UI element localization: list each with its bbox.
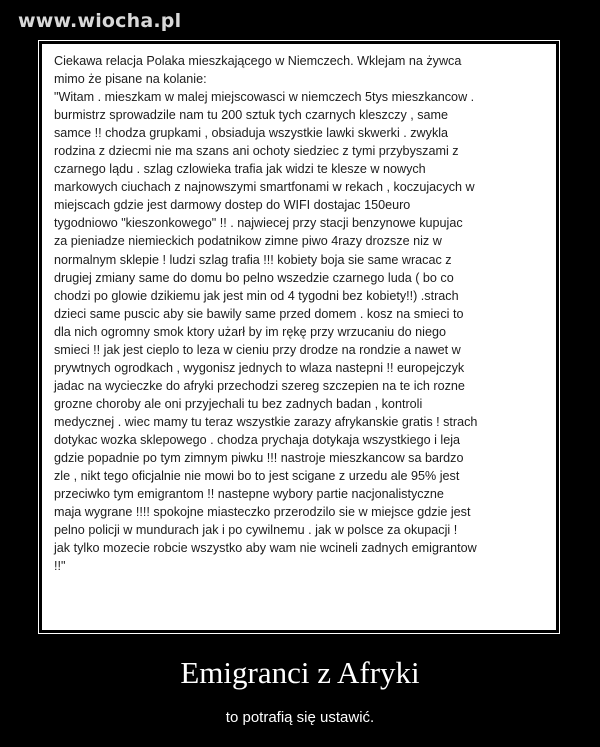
post-text: Ciekawa relacja Polaka mieszkającego w Niemczech. Wklejam na żywca mimo że pisane na kolanie: "Witam . mieszkam w malej miejscowasci w niemczech 5tys mieszkancow . burmistrz sprowadzile nam tu 200 sztuk tych czarnych kleszczy , same samce !! chodza grupkami , obsiaduja wszystkie lawki skwerki . zwykla rodzina z dziecmi nie ma szans ani ochoty siedziec z tymi przybyszami z czarnego lądu . szlag czlowieka trafia jak widzi te klesze w nowych markowych ciuchach z najnowszymi smartfonami w rekach , koczujacych w miejscach gdzie jest darmowy dostep do WIFI dostajac 150euro tygodniowo "kieszonkowego" !! . najwiecej przy stacji benzynowe kupujac za pieniadze niemieckich podatnikow zimne piwo 4razy drozsze niz w normalnym sklepie ! ludzi szlag trafia !!! kobiety boja sie same wracac z drugiej zmiany same do domu bo pelno wszedzie czarnego luda ( bo co chodzi po glowie dzikiemu jak jest min od 4 tygodni bez kobiety!!) .strach dzieci same puscic aby sie bawily same przed domem . kosz na smieci to dla nich ogromny smok ktory użarł by im rękę przy wrzucaniu do niego smieci !! jak jest cieplo to leza w cieniu przy drodze na rondzie a nawet w prywtnych ogrodkach , wygonisz jednych to wlaza nastepni !! europejczyk jadac na wycieczke do afryki przechodzi szereg szczepien na te ich rozne grozne choroby ale oni przyjechali tu bez zadnych badan , kontroli medycznej . wiec mamy tu teraz wszystkie zarazy afrykanskie gratis ! strach dotykac wozka sklepowego . chodza prychaja dotykaja wszystkiego i leja gdzie popadnie po tym zimnym piwku !!! nastroje mieszkancow sa bardzo zle , nikt tego oficjalnie nie mowi bo to jest scigane z urzedu ale 95% jest przeciwko tym emigrantom !! nastepne wybory partie nacjonalistyczne maja wygrane !!!! spokojne miasteczko przerodzilo sie w miejsce gdzie jest pelno policji w mundurach jak i po cywilnemu . jak w polsce za okupacji ! jak tylko mozecie robcie wszystko aby wam nie wcineli zadnych emigrantow !!" (54, 54, 478, 574)
poster-title: Emigranci z Afryki (180, 655, 420, 690)
post-screenshot (42, 44, 556, 630)
poster-subtitle: to potrafią się ustawić. (225, 709, 375, 726)
site-watermark: www.wiocha.pl (18, 10, 182, 32)
